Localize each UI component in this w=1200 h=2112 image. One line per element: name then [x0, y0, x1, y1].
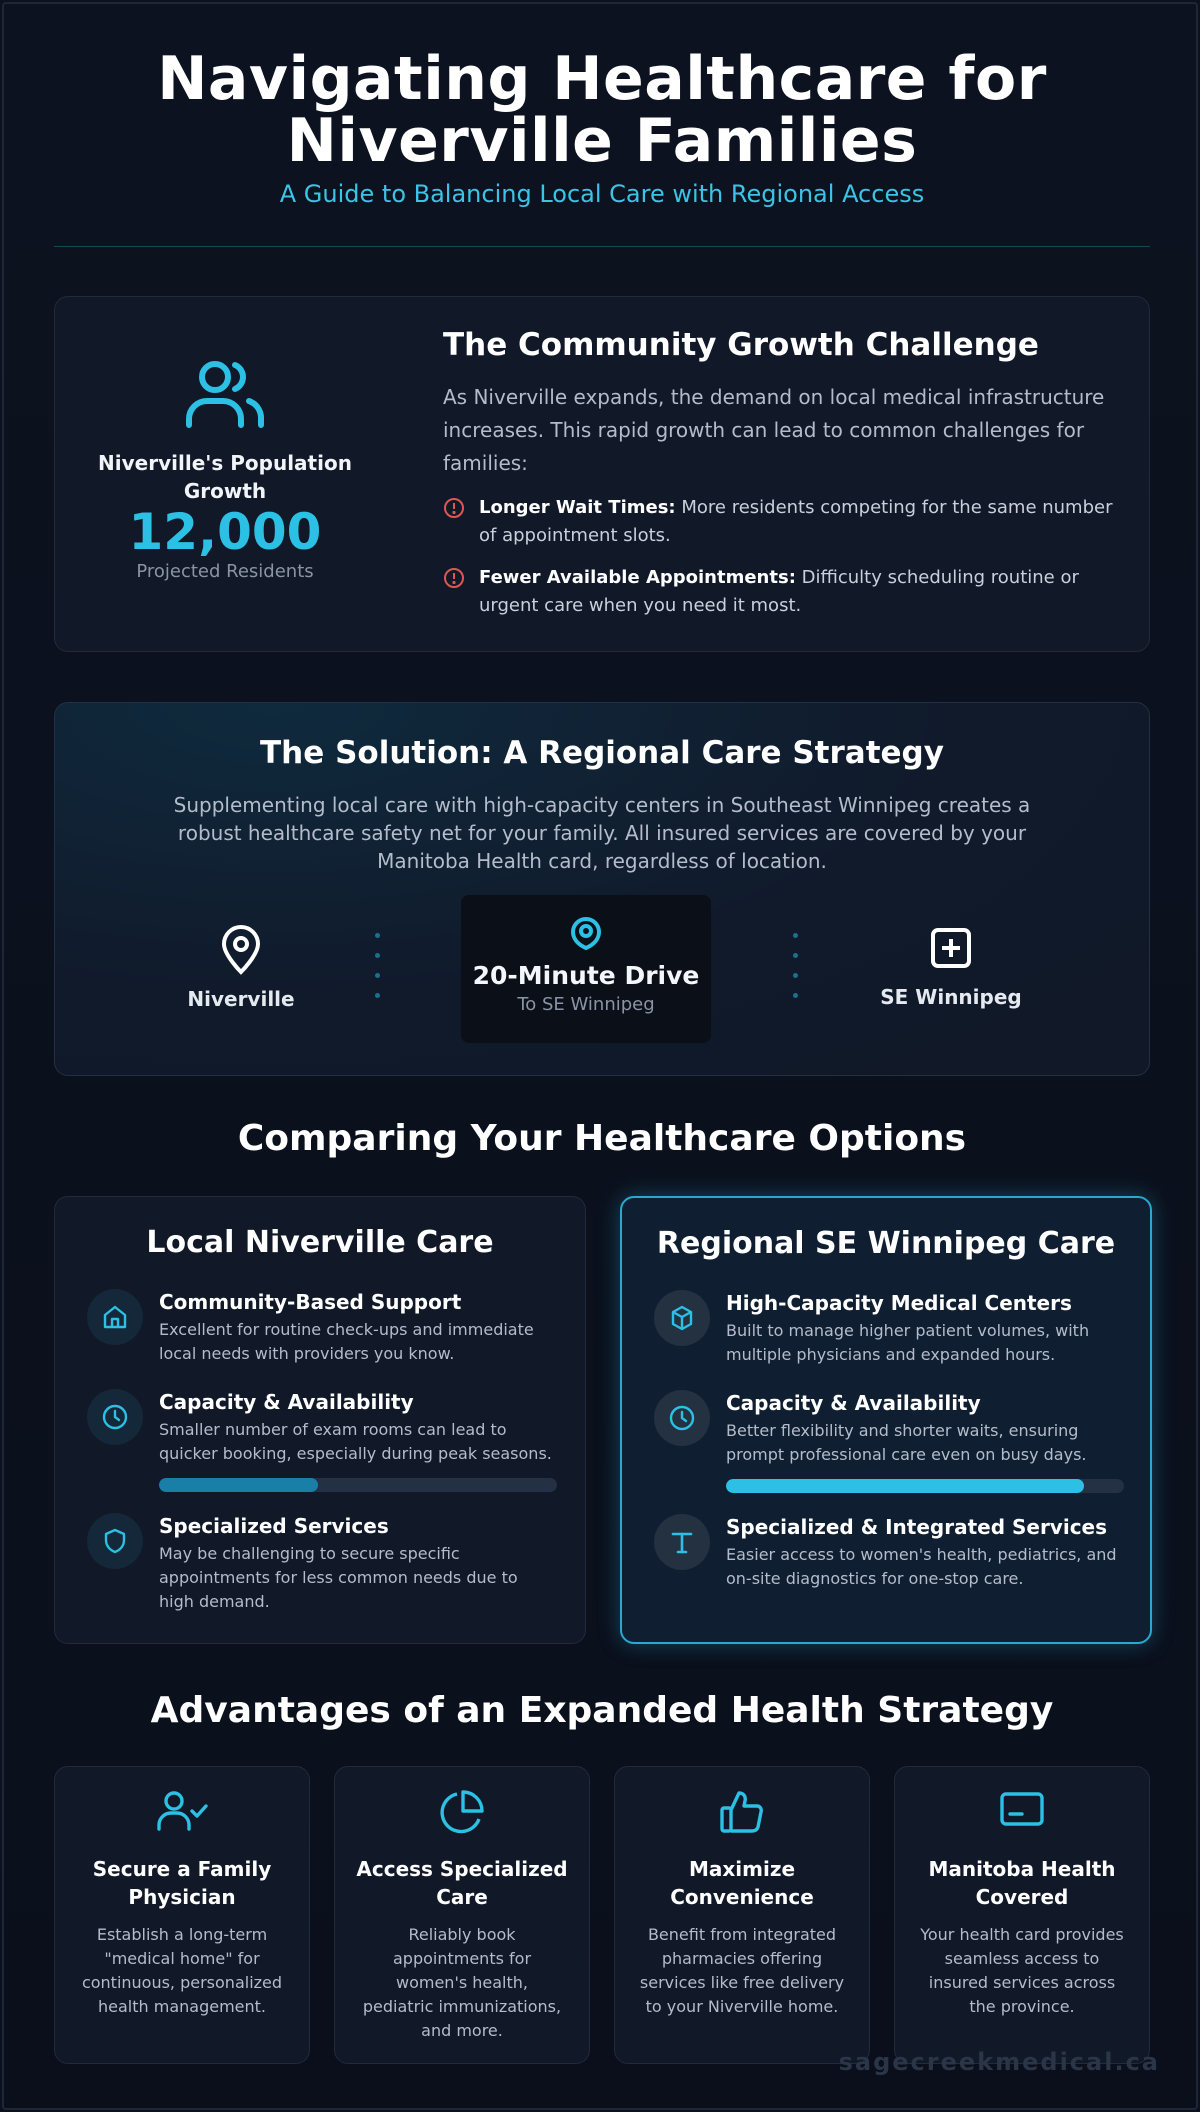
- regional-care-card: [620, 1196, 1152, 1644]
- local-feature-desc: Excellent for routine check-ups and immediate local needs with providers you know.: [159, 1320, 534, 1363]
- page-title: [54, 44, 1150, 176]
- advantage-desc: Establish a long-term "medical home" for continuous, personalized health management.: [81, 1925, 283, 2016]
- challenge-bullet-title: Fewer Available Appointments:: [479, 567, 796, 588]
- building-icon: [654, 1290, 710, 1346]
- drive-time-box: [461, 895, 711, 1043]
- advantage-card: [334, 1766, 590, 2064]
- regional-feature-desc: Better flexibility and shorter waits, ensuring prompt professional care even on busy days.: [726, 1421, 1087, 1464]
- regional-capacity-bar-fill: [726, 1479, 1084, 1493]
- page-title-line-1: Navigating Healthcare for: [157, 44, 1047, 114]
- route-destination-label: SE Winnipeg: [880, 985, 1022, 1009]
- drive-time-subtitle: To SE Winnipeg: [517, 994, 655, 1015]
- clock-icon: [87, 1389, 143, 1445]
- regional-strategy-title: The Solution: A Regional Care Strategy: [260, 735, 944, 771]
- advantage-title: Secure a Family Physician: [92, 1857, 272, 1909]
- local-feature-desc: May be challenging to secure specific appointments for less common needs due to high demand.: [159, 1544, 518, 1611]
- pie-chart-icon: [335, 1789, 589, 1837]
- page-title-line-2: Niverville Families: [286, 106, 918, 176]
- population-stat-unit: Projected Residents: [136, 561, 314, 582]
- advantage-title: Maximize Convenience: [670, 1857, 814, 1909]
- users-icon: [85, 357, 365, 435]
- local-care-card: [54, 1196, 586, 1644]
- challenge-bullet: [443, 494, 1123, 550]
- clock-icon: [654, 1390, 710, 1446]
- challenge-bullet-text: [479, 564, 1123, 620]
- advantage-title: Manitoba Health Covered: [928, 1857, 1116, 1909]
- challenge-bullet-text: [479, 494, 1123, 550]
- growth-challenge-body: As Niverville expands, the demand on local medical infrastructure increases. This rapid growth can lead to common challenges for families:: [443, 385, 1105, 475]
- advantage-card: [614, 1766, 870, 2064]
- advantage-title: Access Specialized Care: [356, 1857, 568, 1909]
- website-watermark: sagecreekmedical.ca: [838, 2048, 1160, 2076]
- medical-plus-icon: [851, 925, 1051, 977]
- location-target-icon: [461, 917, 711, 955]
- route-origin: [141, 925, 341, 1011]
- challenge-bullet: [443, 564, 1123, 620]
- population-stat-label: Niverville's Population Growth: [98, 451, 352, 503]
- regional-feature-title: Specialized & Integrated Services: [726, 1515, 1108, 1539]
- map-pin-icon: [141, 925, 341, 979]
- local-care-title: Local Niverville Care: [146, 1225, 494, 1260]
- compare-section-title: Comparing Your Healthcare Options: [237, 1118, 967, 1159]
- advantage-desc: Benefit from integrated pharmacies offering services like free delivery to your Niverville home.: [639, 1925, 845, 2016]
- advantage-desc: Your health card provides seamless access to insured services across the province.: [920, 1925, 1124, 2016]
- population-stat: [85, 357, 365, 582]
- regional-feature-desc: Built to manage higher patient volumes, with multiple physicians and expanded hours.: [726, 1321, 1090, 1364]
- route-origin-label: Niverville: [187, 987, 295, 1011]
- route-destination: [851, 925, 1051, 1009]
- alert-circle-icon: [443, 564, 479, 620]
- regional-capacity-bar: [726, 1479, 1124, 1493]
- home-icon: [87, 1289, 143, 1345]
- challenge-bullet-desc: Difficulty scheduling routine or urgent care when you need it most.: [479, 567, 1079, 616]
- regional-care-title: Regional SE Winnipeg Care: [656, 1226, 1116, 1261]
- challenge-bullet-desc: More residents competing for the same number of appointment slots.: [479, 497, 1113, 546]
- local-feature-title: Community-Based Support: [159, 1290, 462, 1314]
- regional-strategy-body: Supplementing local care with high-capacity centers in Southeast Winnipeg creates a robust healthcare safety net for your family. All insured services are covered by your Manitoba Health card, regardless of location.: [173, 793, 1031, 873]
- infographic-frame: [2, 2, 1198, 2110]
- regional-strategy-card: [54, 702, 1150, 1076]
- local-capacity-bar: [159, 1478, 557, 1492]
- growth-challenge-text: [443, 327, 1123, 620]
- route-diagram: [55, 895, 1151, 1045]
- local-feature-desc: Smaller number of exam rooms can lead to quicker booking, especially during peak seasons.: [159, 1420, 552, 1463]
- regional-feature-desc: Easier access to women's health, pediatrics, and on-site diagnostics for one-stop care.: [726, 1545, 1117, 1588]
- route-dots: [375, 933, 381, 1013]
- growth-challenge-card: [54, 296, 1150, 652]
- population-stat-value: 12,000: [128, 503, 322, 561]
- advantage-desc: Reliably book appointments for women's health, pediatric immunizations, and more.: [362, 1925, 562, 2040]
- advantage-card: [54, 1766, 310, 2064]
- text-type-icon: [654, 1514, 710, 1570]
- header: [54, 44, 1150, 208]
- thumbs-up-icon: [615, 1789, 869, 1837]
- local-feature-title: Capacity & Availability: [159, 1390, 414, 1414]
- route-dots: [793, 933, 799, 1013]
- local-feature-title: Specialized Services: [159, 1514, 389, 1538]
- regional-feature-title: Capacity & Availability: [726, 1391, 981, 1415]
- health-card-icon: [895, 1789, 1149, 1837]
- header-divider: [54, 246, 1150, 247]
- user-check-icon: [55, 1789, 309, 1837]
- challenge-bullet-title: Longer Wait Times:: [479, 497, 676, 518]
- regional-feature-title: High-Capacity Medical Centers: [726, 1291, 1072, 1315]
- advantages-section-title: Advantages of an Expanded Health Strategy: [150, 1690, 1054, 1731]
- shield-icon: [87, 1513, 143, 1569]
- growth-challenge-title: The Community Growth Challenge: [443, 327, 1039, 363]
- advantage-card: [894, 1766, 1150, 2064]
- page-subtitle: A Guide to Balancing Local Care with Regional Access: [279, 180, 925, 208]
- alert-circle-icon: [443, 494, 479, 550]
- local-capacity-bar-fill: [159, 1478, 318, 1492]
- drive-time-title: 20-Minute Drive: [472, 961, 700, 990]
